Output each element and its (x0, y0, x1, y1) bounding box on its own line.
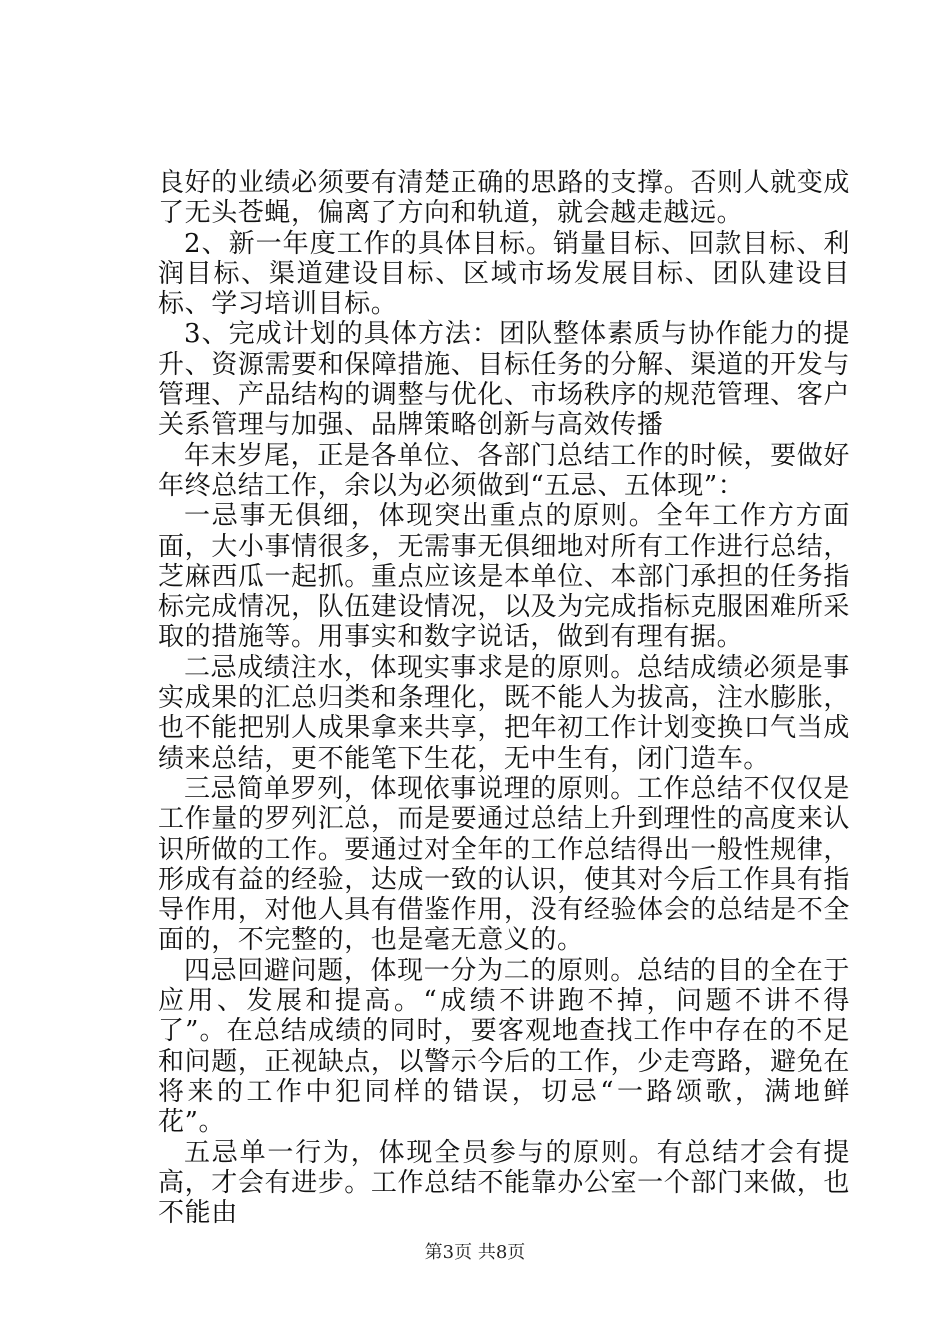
paragraph-item-3-methods: 3、完成计划的具体方法：团队整体素质与协作能力的提升、资源需要和保障措施、目标任务的分解、渠道的开发与管理、产品结构的调整与优化、市场秩序的规范管理、客户关系管理与加强、品牌策略创新与高效传播 (158, 319, 850, 441)
paragraph-taboo-3: 三忌简单罗列，体现依事说理的原则。工作总结不仅仅是工作量的罗列汇总，而是要通过总结上升到理性的高度来认识所做的工作。要通过对全年的工作总结得出一般性规律，形成有益的经验，达成一致的认识，使其对今后工作具有指导作用，对他人具有借鉴作用，没有经验体会的总结是不全面的，不完整的，也是毫无意义的。 (158, 773, 850, 956)
document-body (158, 168, 850, 1228)
paragraph-intro-five-taboos: 年末岁尾，正是各单位、各部门总结工作的时候，要做好年终总结工作，余以为必须做到“五忌、五体现”： (158, 440, 850, 501)
paragraph-taboo-5: 五忌单一行为，体现全员参与的原则。有总结才会有提高，才会有进步。工作总结不能靠办公室一个部门来做，也不能由 (158, 1137, 850, 1229)
paragraph-taboo-2: 二忌成绩注水，体现实事求是的原则。总结成绩必须是事实成果的汇总归类和条理化，既不能人为拔高，注水膨胀，也不能把别人成果拿来共享，把年初工作计划变换口气当成绩来总结，更不能笔下生花，无中生有，闭门造车。 (158, 652, 850, 774)
page-number-footer: 第3页 共8页 (424, 1242, 526, 1263)
paragraph-continuation: 良好的业绩必须要有清楚正确的思路的支撑。否则人就变成了无头苍蝇，偏离了方向和轨道，就会越走越远。 (158, 168, 850, 229)
paragraph-item-2-goals: 2、新一年度工作的具体目标。销量目标、回款目标、利润目标、渠道建设目标、区域市场发展目标、团队建设目标、学习培训目标。 (158, 228, 850, 320)
paragraph-taboo-4: 四忌回避问题，体现一分为二的原则。总结的目的全在于应用、发展和提高。“成绩不讲跑不掉，问题不讲不得了”。在总结成绩的同时，要客观地查找工作中存在的不足和问题，正视缺点，以警示今后的工作，少走弯路，避免在将来的工作中犯同样的错误，切忌“一路颂歌，满地鲜花”。 (158, 955, 850, 1138)
paragraph-taboo-1: 一忌事无俱细，体现突出重点的原则。全年工作方方面面，大小事情很多，无需事无俱细地对所有工作进行总结，芝麻西瓜一起抓。重点应该是本单位、本部门承担的任务指标完成情况，队伍建设情况，以及为完成指标克服困难所采取的措施等。用事实和数字说话，做到有理有据。 (158, 501, 850, 653)
